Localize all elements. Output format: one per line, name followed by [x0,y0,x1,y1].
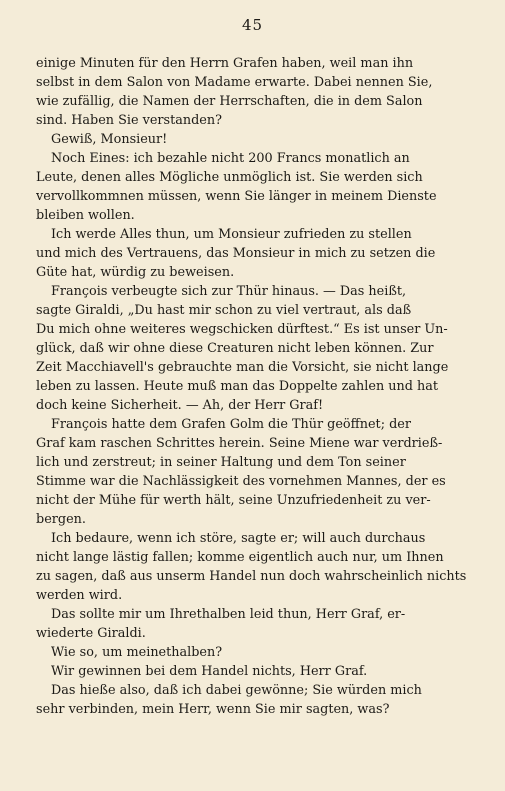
text-line: François hatte dem Grafen Golm die Thür geöffnet; der [51,417,411,432]
text-line: Du mich ohne weiteres wegschicken dürftest.“ Es ist unser Un- [36,322,448,337]
text-line: doch keine Sicherheit. — Ah, der Herr Graf! [36,398,324,413]
text-line: Ich bedaure, wenn ich störe, sagte er; will auch durchaus [51,531,426,546]
text-line: sehr verbinden, mein Herr, wenn Sie mir sagten, was? [36,702,390,717]
text-line: Noch Eines: ich bezahle nicht 200 Francs monatlich an [51,151,410,166]
text-line: leben zu lassen. Heute muß man das Doppelte zahlen und hat [36,379,439,394]
text-line: wie zufällig, die Namen der Herrschaften, die in dem Salon [36,94,423,109]
text-line: Graf kam raschen Schrittes herein. Seine Miene war verdrieß- [36,436,443,451]
text-line: glück, daß wir ohne diese Creaturen nicht leben können. Zur [36,341,434,356]
text-line: Das hieße also, daß ich dabei gewönne; Sie würden mich [51,683,422,698]
text-line: sagte Giraldi, „Du hast mir schon zu viel vertraut, als daß [36,303,412,318]
page-number: 45 [241,16,264,34]
text-line: Güte hat, würdig zu beweisen. [36,265,235,280]
text-line: sind. Haben Sie verstanden? [36,113,222,128]
text-line: nicht lange lästig fallen; komme eigentlich auch nur, um Ihnen [36,550,444,565]
text-line: nicht der Mühe für werth hält, seine Unzufriedenheit zu ver- [36,493,431,508]
text-line: François verbeugte sich zur Thür hinaus. — Das heißt, [51,284,407,299]
text-line: Wir gewinnen bei dem Handel nichts, Herr Graf. [51,664,368,679]
text-line: Wie so, um meinethalben? [51,645,223,660]
text-line: Zeit Macchiavell's gebrauchte man die Vorsicht, sie nicht lange [36,360,449,375]
text-line: bleiben wollen. [36,208,135,223]
text-line: vervollkommnen müssen, wenn Sie länger in meinem Dienste [36,189,437,204]
text-line: Stimme war die Nachlässigkeit des vornehmen Mannes, der es [36,474,446,489]
text-line: wiederte Giraldi. [36,626,146,641]
page-body-text [36,54,476,719]
text-line: und mich des Vertrauens, das Monsieur in mich zu setzen die [36,246,436,261]
text-line: lich und zerstreut; in seiner Haltung und dem Ton seiner [36,455,406,470]
text-line: werden wird. [36,588,123,603]
text-line: einige Minuten für den Herrn Grafen haben, weil man ihn [36,56,414,71]
text-line: Das sollte mir um Ihrethalben leid thun, Herr Graf, er- [51,607,406,622]
text-line: zu sagen, daß aus unserm Handel nun doch wahrscheinlich nichts [36,569,467,584]
text-line: bergen. [36,512,86,527]
text-line: Ich werde Alles thun, um Monsieur zufrieden zu stellen [51,227,412,242]
text-line: selbst in dem Salon von Madame erwarte. Dabei nennen Sie, [36,75,433,90]
text-line: Gewiß, Monsieur! [51,132,168,147]
text-line: Leute, denen alles Mögliche unmöglich ist. Sie werden sich [36,170,423,185]
